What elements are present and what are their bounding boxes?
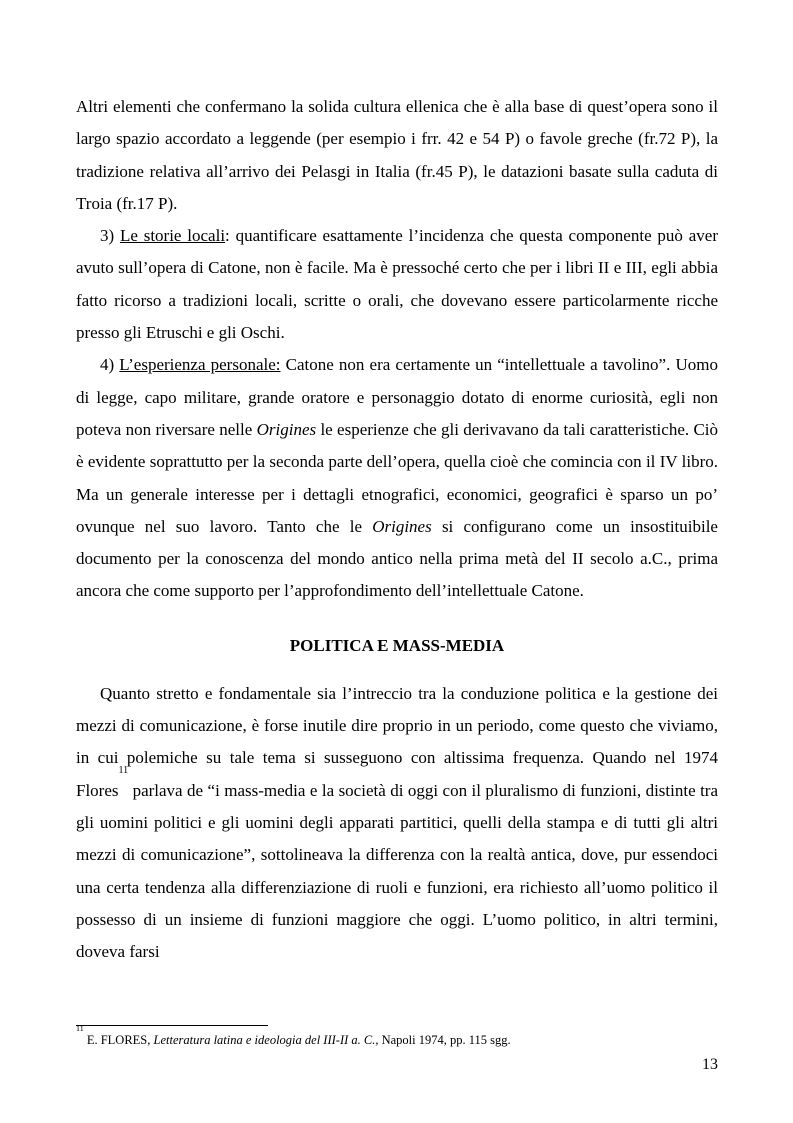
- italic-title: Origines: [256, 419, 317, 439]
- paragraph-local-histories: [76, 220, 718, 349]
- footnote-details: Napoli 1974, pp. 115 sgg.: [378, 1033, 511, 1047]
- paragraph-greek-culture: Altri elementi che confermano la solida cultura ellenica che è alla base di quest’opera sono il largo spazio accordato a leggende (per esempio i frr. 42 e 54 P) o favole greche (fr.72 P), la tradizione relativa all’arrivo dei Pelasgi in Italia (fr.45 P), le datazioni basate sulla caduta di Troia (fr.17 P).: [76, 97, 718, 213]
- footnote: [76, 1024, 511, 1048]
- paragraph-text: Quanto stretto e fondamentale sia l’intreccio tra la conduzione politica e la gestione dei mezzi di comunicazione, è forse inutile dire proprio in un periodo, come questo che viviamo, in cui polemiche su tale tema si susseguono con altissima frequenza. Quando nel 1974 Flores: [76, 683, 718, 800]
- paragraph-personal-experience: [76, 349, 718, 607]
- paragraph-politics-media: [76, 678, 718, 969]
- footnote-number: 11: [76, 1024, 84, 1033]
- page-body: [76, 91, 718, 968]
- subheading-local-histories: Le storie locali: [119, 226, 226, 246]
- paragraph-text: : quantificare esattamente l’incidenza che questa componente può aver avuto sull’opera di Catone, non è facile. Ma è pressoché certo che per i libri II e III, egli abbia fatto ricorso a tradizioni locali, scritte o orali, che dovevano essere particolarmente ricche presso gli Etruschi e gli Oschi.: [76, 226, 718, 343]
- footnote-title: Letteratura latina e ideologia del III-II a. C.,: [153, 1033, 379, 1047]
- subheading-personal-experience: L’esperienza personale:: [119, 355, 281, 375]
- list-number: 4): [100, 355, 120, 375]
- paragraph-text: Catone non era certamente un “intellettuale a tavolino”. Uomo di legge, capo militare, grande oratore e personaggio dotato di enorme curiosità, egli non poteva non riversare nelle: [76, 355, 718, 439]
- italic-title: Origines: [372, 516, 432, 536]
- footnote-author: E. FLORES,: [83, 1033, 154, 1047]
- paragraph-text: le esperienze che gli derivavano da tali caratteristiche. Ciò è evidente soprattutto per la seconda parte dell’opera, quella cioè che comincia con il IV libro. Ma un generale interesse per i dettagli etnografici, economici, geografici è sparso un po’ ovunque nel suo lavoro. Tanto che le: [76, 419, 719, 536]
- section-title: POLITICA E MASS-MEDIA: [289, 635, 505, 655]
- paragraph-text: parlava de “i mass-media e la società di oggi con il pluralismo di funzioni, distinte tra gli uomini politici e gli uomini degli apparati partitici, quelli della stampa e di tutti gli altri mezzi di comunicazione”, sottolineava la differenza con la realtà antica, dove, pur essendoci una certa tendenza alla differenziazione di ruoli e funzioni, era richiesto all’uomo politico il possesso di un insieme di funzioni maggiore che oggi. L’uomo politico, in altri termini, doveva farsi: [76, 780, 718, 962]
- footnote-divider: [76, 1025, 268, 1026]
- list-number: 3): [100, 226, 120, 246]
- paragraph-text: si configurano come un insostituibile documento per la conoscenza del mondo antico nella prima metà del II secolo a.C., prima ancora che come supporto per l’approfondimento dell’intellettuale Catone.: [76, 516, 718, 601]
- footnote-reference[interactable]: 11: [118, 764, 129, 776]
- page-number: 13: [702, 1056, 718, 1073]
